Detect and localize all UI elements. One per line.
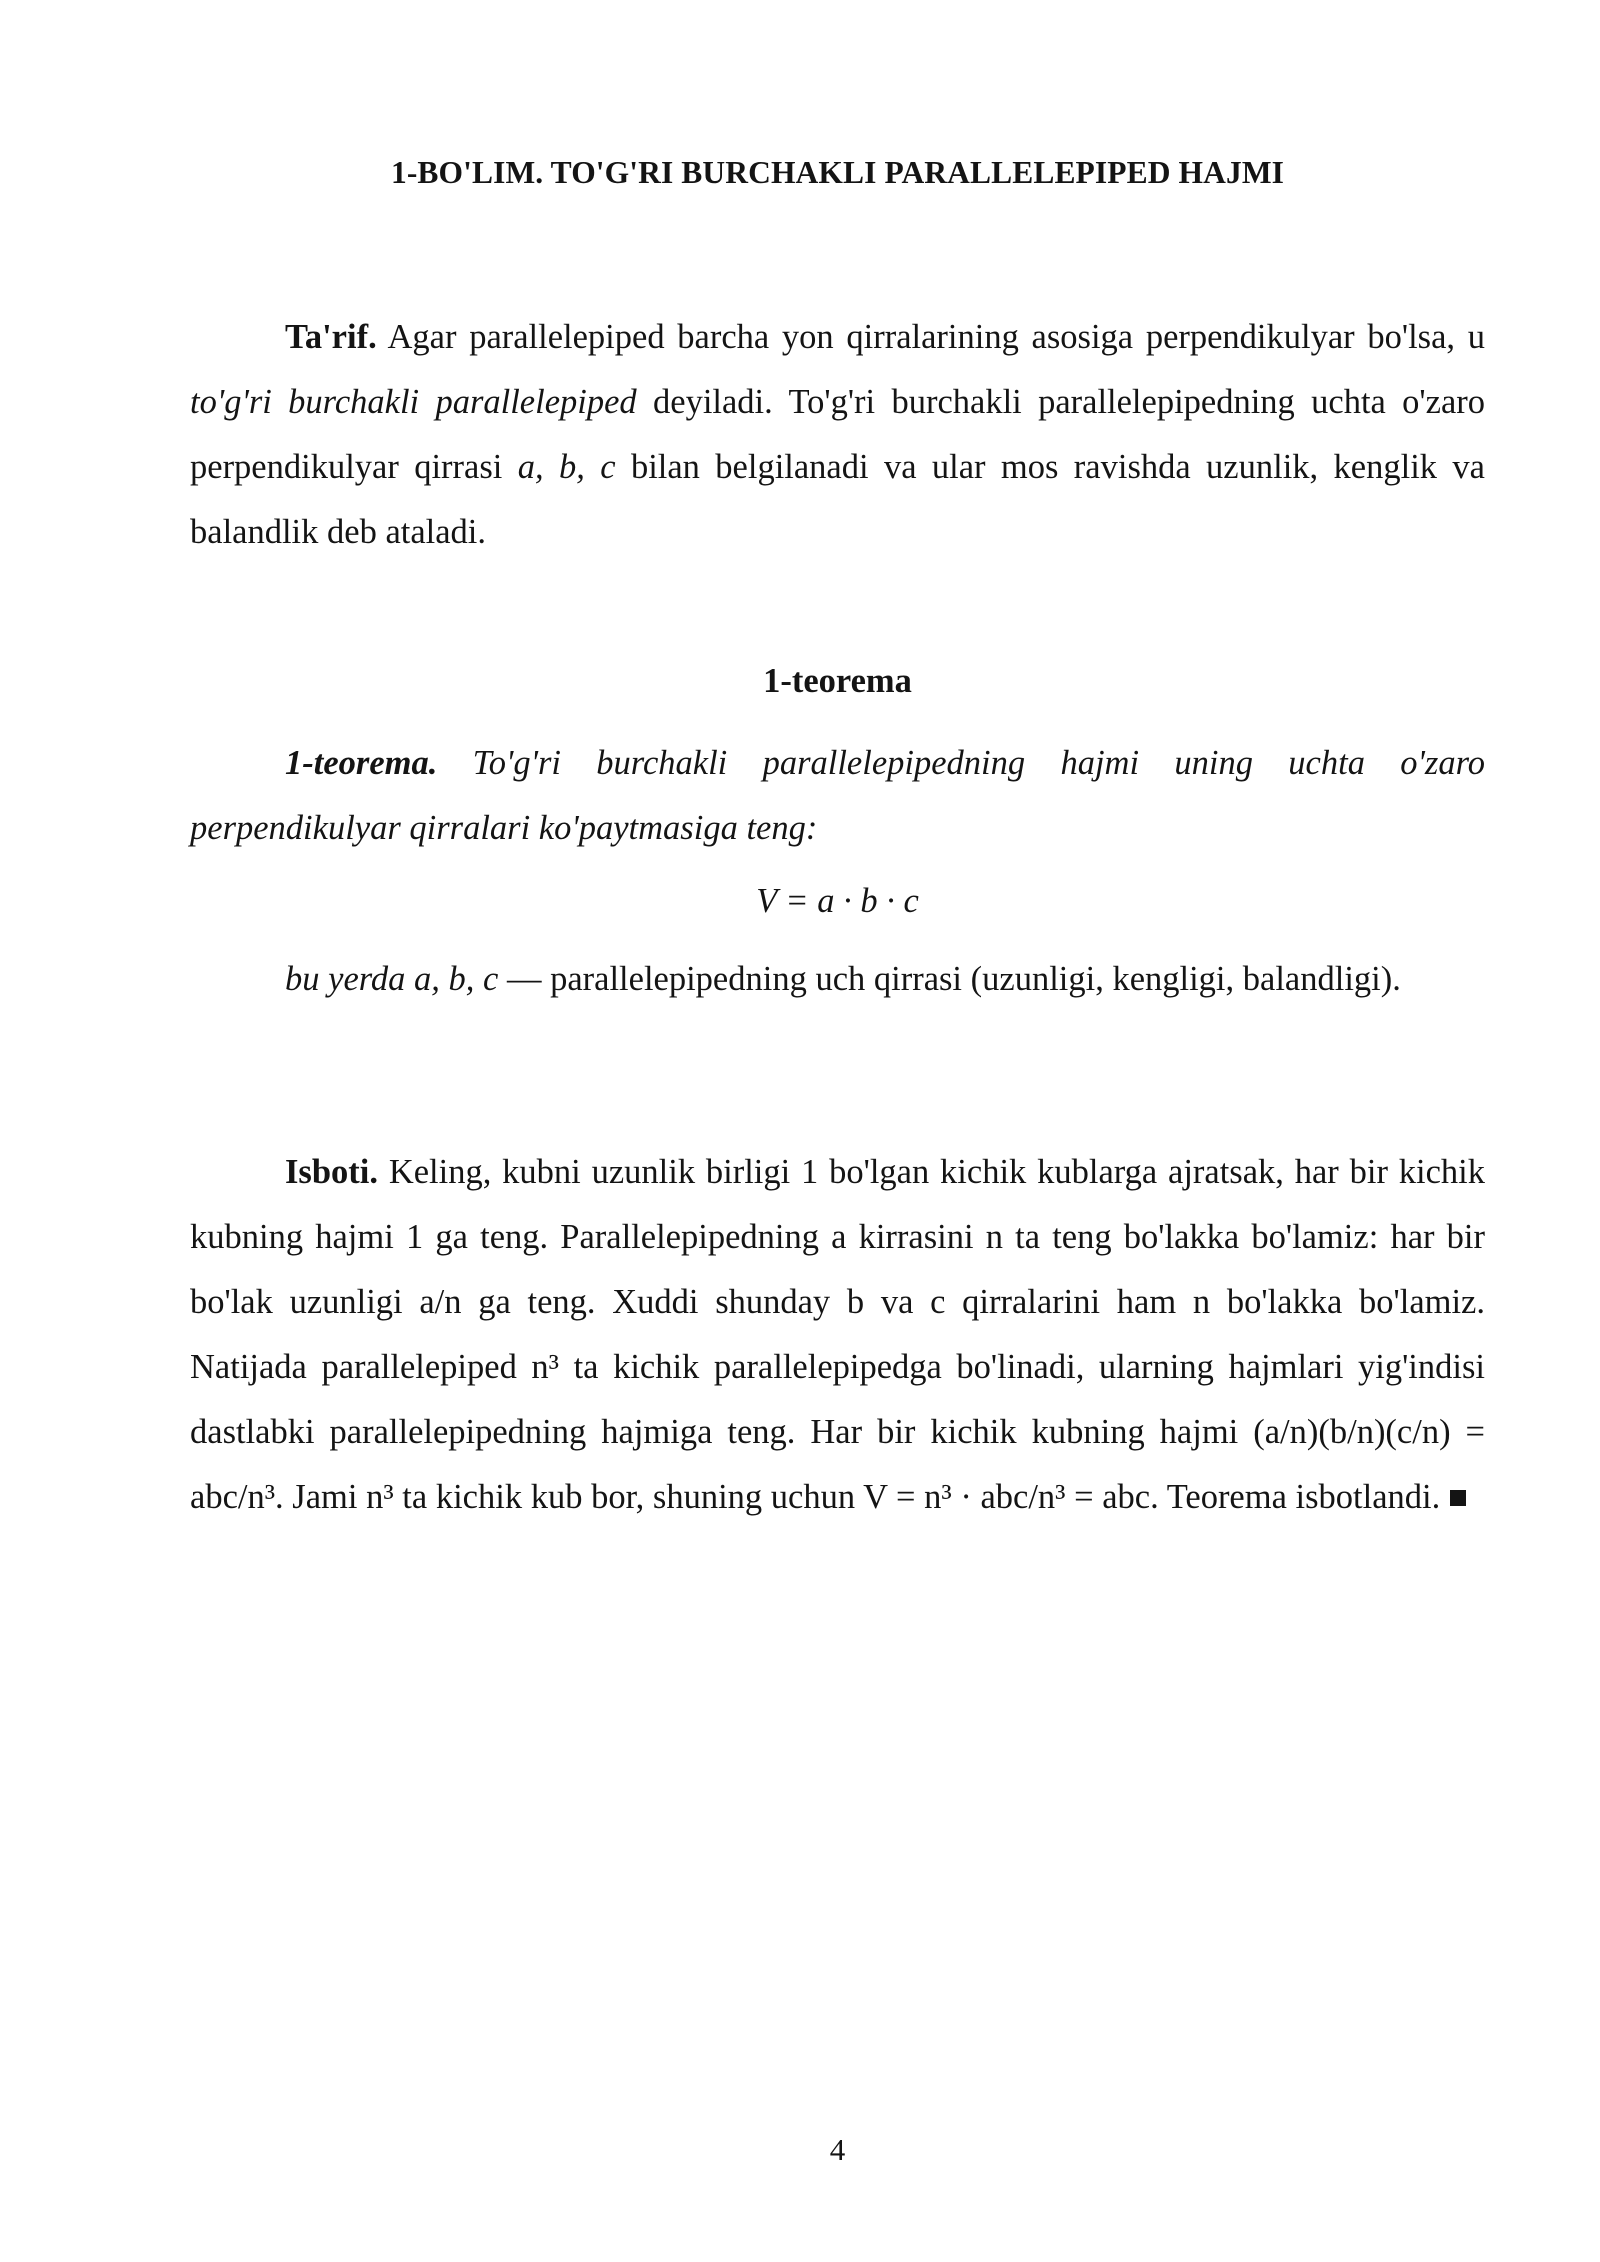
explanation-text: — parallelepipedning uch qirrasi (uzunligi, kengligi, balandligi). [498, 960, 1401, 998]
definition-label: Ta'rif. [285, 318, 377, 356]
theorem-heading: 1-teorema [763, 662, 912, 700]
definition-paragraph [190, 305, 1485, 565]
explanation-italic: bu yerda a, b, c [285, 960, 499, 998]
definition-text-2: deyiladi. To'g'ri burchakli parallelepipedning uchta o'zaro perpendikulyar qirrasi [190, 383, 1486, 486]
theorem-label: 1-teorema. [285, 744, 438, 782]
page-number: 4 [829, 2132, 846, 2167]
proof-text: Keling, kubni uzunlik birligi 1 bo'lgan kichik kublarga ajratsak, har bir kichik kubning hajmi 1 ga teng. Parallelepipedning a kirrasini n ta teng bo'lakka bo'lamiz: har bir bo'lak uzunligi a/n ga teng. Xuddi shunday b va c qirralarini ham n bo'lakka bo'lamiz. Natijada parallelepiped n³ ta kichik parallelepipedga bo'linadi, ularning hajmlari yig'indisi dastlabki parallelepipedning hajmiga teng. Har bir kichik kubning hajmi (a/n)(b/n)(c/n) = abc/n³. Jami n³ ta kichik kub bor, shuning uchun V = n³ · abc/n³ = abc. Teorema isbotlandi. [190, 1153, 1485, 1516]
theorem-paragraph [190, 731, 1485, 861]
volume-formula: V = a · b · c [756, 882, 919, 920]
proof-label: Isboti. [285, 1153, 378, 1191]
definition-text-1: Agar parallelepiped barcha yon qirralarining asosiga perpendikulyar bo'lsa, u [376, 318, 1485, 356]
qed-square-icon [1450, 1490, 1466, 1506]
definition-term: to'g'ri burchakli parallelepiped [190, 383, 637, 421]
theorem-statement: To'g'ri burchakli parallelepipedning hajmi uning uchta o'zaro perpendikulyar qirralari ko'paytmasiga teng: [190, 744, 1485, 847]
definition-text-3: bilan belgilanadi va ular mos ravishda uzunlik, kenglik va balandlik deb ataladi. [190, 448, 1485, 551]
proof-paragraph [190, 1140, 1485, 1530]
definition-vars: a, b, c [517, 448, 616, 486]
explanation-paragraph [190, 947, 1485, 1012]
section-title: 1-BO'LIM. TO'G'RI BURCHAKLI PARALLELEPIPED HAJMI [390, 155, 1285, 190]
